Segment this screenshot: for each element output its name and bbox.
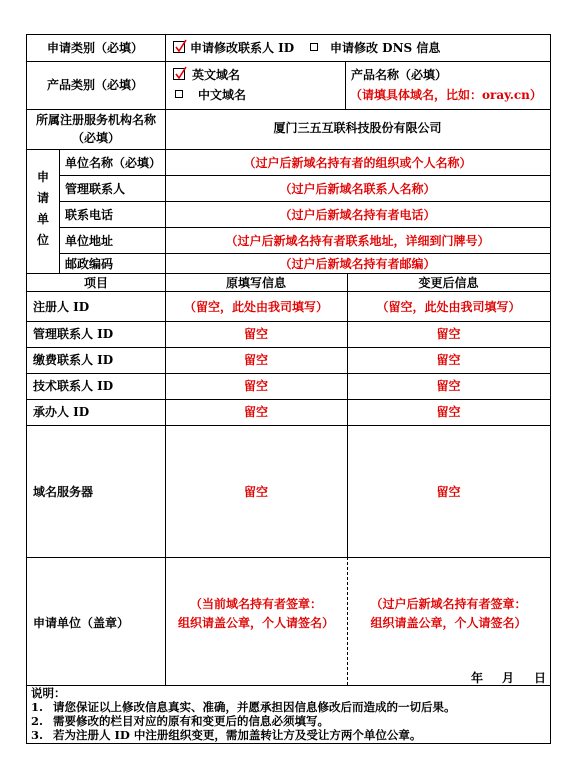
opt-en-domain-label: 英文域名 [192,68,241,82]
registrar-required: （必填） [71,131,120,145]
row-divider [59,227,550,228]
row-divider [27,347,550,348]
note-num: 1. [31,700,44,714]
side-char: 单 [36,212,49,226]
tech-id-orig[interactable]: 留空 [243,379,268,393]
row-divider [59,175,550,176]
nameserver-orig[interactable]: 留空 [243,485,268,499]
handler-id-label: 承办人 ID [33,405,90,419]
stamp-orig-line2[interactable]: 组织请盖公章，个人请签名） [177,616,334,630]
domain-change-form [26,34,551,744]
checkmark-icon [173,65,187,81]
date-year: 年 [471,671,484,685]
row-divider [27,557,550,558]
nameserver-new[interactable]: 留空 [436,485,461,499]
stamp-new-line1[interactable]: （过户后新域名持有者签章： [370,597,527,611]
handler-id-new[interactable]: 留空 [436,405,461,419]
apply-type-label: 申请类别（必填） [47,41,144,55]
org-name-hint[interactable]: （过户后新域名持有者的组织或个人名称） [243,156,472,170]
contact-id-checkbox[interactable] [173,41,185,53]
row-divider [27,321,550,322]
opt-cn-domain-label: 中文域名 [198,88,247,102]
date-day: 日 [534,671,547,685]
row-divider [27,399,550,400]
row-divider [27,373,550,374]
nameserver-label: 域名服务器 [33,485,94,499]
billing-id-orig[interactable]: 留空 [243,353,268,367]
row-divider [27,685,550,686]
registrant-id-orig[interactable]: （留空，此处由我司填写） [183,300,328,314]
tech-id-new[interactable]: 留空 [436,379,461,393]
opt-contact-id-label: 申请修改联系人 ID [190,41,295,55]
checkmark-icon [173,38,187,54]
row-divider [27,61,550,62]
admin-contact-label: 管理联系人 [65,182,126,196]
product-name-hint[interactable]: （请填具体域名，比如：oray.cn） [350,88,542,102]
row-divider [27,273,550,274]
address-label: 单位地址 [65,234,114,248]
registrar-label: 所属注册服务机构名称 [35,113,156,127]
opt-dns-label: 申请修改 DNS 信息 [330,41,441,55]
note-text: 需要修改的栏目对应的原有和变更后的信息必须填写。 [53,714,329,728]
col-header-new: 变更后信息 [418,276,479,290]
billing-id-new[interactable]: 留空 [436,353,461,367]
note-text: 请您保证以上修改信息真实、准确，并愿承担因信息修改后而造成的一切后果。 [53,700,456,714]
row-divider [27,109,550,110]
col-header-original: 原填写信息 [225,276,286,290]
notes-title: 说明： [31,686,66,700]
admin-id-orig[interactable]: 留空 [243,327,268,341]
date-month: 月 [502,671,515,685]
handler-id-orig[interactable]: 留空 [243,405,268,419]
col-divider [345,61,346,109]
row-divider [27,149,550,150]
side-char: 位 [36,233,49,247]
dns-checkbox[interactable] [310,43,318,51]
tech-id-label: 技术联系人 ID [33,379,114,393]
registrant-id-label: 注册人 ID [33,300,90,314]
registrar-value: 厦门三五互联科技股份有限公司 [273,121,442,135]
col-header-item: 项目 [83,276,108,290]
billing-id-label: 缴费联系人 ID [33,353,114,367]
phone-hint[interactable]: （过户后新域名持有者电话） [279,208,436,222]
side-char: 申 [36,170,49,184]
org-name-label: 单位名称（必填） [65,156,162,170]
product-type-label: 产品类别（必填） [47,78,144,92]
product-name-label: 产品名称（必填） [351,68,448,82]
address-hint[interactable]: （过户后新域名持有者联系地址，详细到门牌号） [225,234,490,248]
admin-contact-hint[interactable]: （过户后新域名联系人名称） [279,182,436,196]
row-divider [59,253,550,254]
en-domain-checkbox[interactable] [173,68,185,80]
row-divider [27,425,550,426]
postcode-hint[interactable]: （过户后新域名持有者邮编） [279,257,436,271]
admin-id-new[interactable]: 留空 [436,327,461,341]
note-text: 若为注册人 ID 中注册组织变更，需加盖转让方及受让方两个单位公章。 [53,728,422,742]
row-divider [59,201,550,202]
stamp-label: 申请单位（盖章） [33,616,130,630]
side-char: 请 [36,191,49,205]
col-divider [59,149,60,273]
row-divider [27,291,550,292]
cn-domain-checkbox[interactable] [175,90,183,98]
registrant-id-new[interactable]: （留空，此处由我司填写） [376,300,521,314]
stamp-orig-line1[interactable]: （当前域名持有者签章： [189,597,322,611]
admin-id-label: 管理联系人 ID [33,327,114,341]
note-num: 2. [31,714,44,728]
stamp-new-line2[interactable]: 组织请盖公章，个人请签名） [370,616,527,630]
postcode-label: 邮政编码 [65,257,114,271]
note-num: 3. [31,728,44,742]
phone-label: 联系电话 [65,208,114,222]
